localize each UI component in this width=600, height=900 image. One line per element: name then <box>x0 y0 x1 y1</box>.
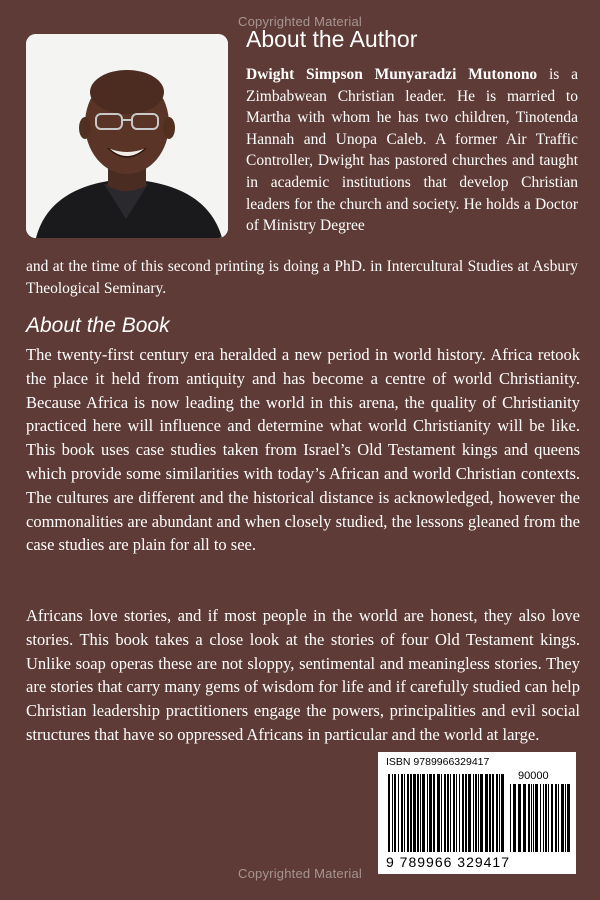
barcode-addon-bar <box>558 784 559 852</box>
barcode-bar <box>398 774 399 852</box>
barcode-bar <box>413 774 416 852</box>
barcode-bar <box>420 774 421 852</box>
barcode-addon-bar <box>523 784 526 852</box>
barcode-bar <box>410 774 412 852</box>
author-bio-top <box>246 64 578 237</box>
watermark-bottom: Copyrighted Material <box>238 866 362 881</box>
barcode-bar <box>468 774 471 852</box>
barcode-addon-bar <box>528 784 530 852</box>
barcode-bar <box>401 774 403 852</box>
barcode-bar <box>433 774 435 852</box>
barcode-bar <box>427 774 428 852</box>
barcode-bar <box>429 774 432 852</box>
barcode-addon-bar <box>535 784 538 852</box>
barcode-bar <box>496 774 498 852</box>
barcode-bar <box>404 774 405 852</box>
book-description-paragraph-2: Africans love stories, and if most people in the world are honest, they also love stories. This book takes a close look at the stories of four Old Testament kings. Unlike soap operas these are not sloppy, sentimental and meaningless stories. They are stories that carry many gems of wisdom for life and if carefully studied can help Christian leadership practitioners engage the powers, principalities and evil social structures that have so oppressed Africans in particular and the world at large. <box>26 606 580 744</box>
barcode-bar <box>392 774 393 852</box>
barcode-addon-bar <box>531 784 532 852</box>
barcode-bar <box>475 774 477 852</box>
author-name: Dwight Simpson Munyaradzi Mutonono <box>246 66 538 83</box>
about-author-heading: About the Author <box>246 26 418 52</box>
barcode-bar <box>501 774 504 852</box>
barcode-addon-bar <box>555 784 557 852</box>
barcode-bar <box>485 774 488 852</box>
barcode-bar <box>450 774 451 852</box>
barcode-addon-bar <box>513 784 516 852</box>
barcode-bar <box>459 774 460 852</box>
barcode-bar <box>489 774 491 852</box>
isbn-digits: 9 789966 329417 <box>386 854 510 870</box>
barcode-addon-bar <box>548 784 549 852</box>
barcode-addon-bar <box>540 784 541 852</box>
barcode-addon-bar <box>545 784 547 852</box>
barcode-bar <box>480 774 483 852</box>
watermark-top: Copyrighted Material <box>238 14 362 29</box>
author-bio-text: is a Zimbabwean Christian leader. He is married to Martha with whom he has two children, Tinotenda Hannah and Unopa Caleb. A former Air Traffic Controller, Dwight has pastored churches and taught in academic institutions that develop Christian leaders for the church and society. He holds a Doctor of Ministry Degree <box>246 66 578 235</box>
barcode-bar <box>453 774 455 852</box>
barcode-bar <box>417 774 419 852</box>
barcode-box <box>378 752 576 874</box>
about-book-heading: About the Book <box>26 314 170 337</box>
barcode-bar <box>456 774 457 852</box>
barcode-bar <box>444 774 446 852</box>
barcode-addon-bar <box>567 784 570 852</box>
barcode-bar <box>478 774 479 852</box>
barcode-addon-bar <box>565 784 566 852</box>
barcode-bar <box>473 774 474 852</box>
barcode-bar <box>388 774 390 852</box>
barcode-bar <box>407 774 409 852</box>
isbn-label: ISBN 9789966329417 <box>386 756 490 768</box>
book-description-paragraph-1: The twenty-first century era heralded a new period in world history. Africa retook the place it held from antiquity and has become a centre of world Christianity. Because Africa is now leading the world in this arena, the quality of Christianity practiced here will influence and determine what world Christianity will be like. This book uses case studies taken from Israel’s Old Testament kings and queens which provide some similarities with today’s African and world Christian contexts. The cultures are different and the historical distance is acknowledged, however the commonalities are abundant and when closely studied, the lessons gleaned from the case studies are plain for all to see. <box>26 345 580 555</box>
barcode-bar <box>465 774 467 852</box>
barcode-bar <box>441 774 442 852</box>
barcode-addon-bar <box>510 784 511 852</box>
barcode-bar <box>492 774 494 852</box>
barcode-bar <box>462 774 464 852</box>
author-portrait-icon <box>26 34 228 238</box>
barcode-addon-bar <box>518 784 521 852</box>
barcode-bar <box>394 774 396 852</box>
barcode-addon-bar <box>561 784 564 852</box>
barcode-addon-bar <box>533 784 534 852</box>
barcode-bar <box>437 774 440 852</box>
barcode-bar <box>499 774 500 852</box>
barcode-addon-bar <box>543 784 544 852</box>
barcode-addon-bar <box>551 784 553 852</box>
price-code: 90000 <box>518 770 549 782</box>
author-bio-continued: and at the time of this second printing is doing a PhD. in Intercultural Studies at Asbury Theological Seminary. <box>26 258 578 297</box>
author-photo <box>26 34 228 238</box>
barcode-bar <box>447 774 449 852</box>
barcode-bar <box>422 774 425 852</box>
